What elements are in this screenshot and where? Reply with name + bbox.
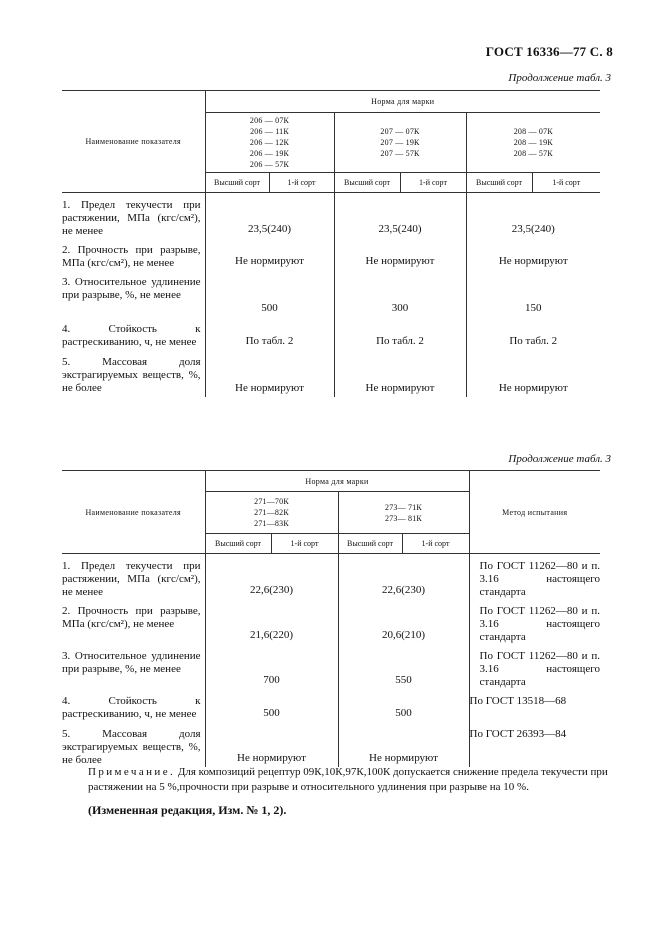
table1-sort-first-2: 1-й сорт bbox=[400, 173, 466, 193]
note-label: Примечание. bbox=[88, 766, 176, 778]
table2-row2-name: 2. Прочность при разрыве, МПа (кгс/см²), не менее bbox=[62, 599, 205, 644]
table1-caption: Продолжение табл. 3 bbox=[508, 72, 611, 84]
table2-row3-method: По ГОСТ 11262—80 и п. 3.16 настоящего стандарта bbox=[479, 650, 600, 688]
table1-row3-value-3: 150 bbox=[525, 302, 542, 314]
table2-row4-method: По ГОСТ 13518—68 bbox=[469, 695, 567, 707]
table2-caption: Продолжение табл. 3 bbox=[508, 453, 611, 465]
table2 bbox=[62, 470, 600, 767]
table2-row3-name: 3. Относительное удлинение при разрыве, %, не менее bbox=[62, 644, 205, 689]
table1-row4-name: 4. Стойкость к растрескиванию, ч, не менее bbox=[62, 317, 205, 350]
note-text: Для композиций рецептур 09К,10К,97К,100К допускается снижение предела текучести при растяжении на 5 %,прочности при разрыве и относительного удлинения при разрыве на 10 %. bbox=[88, 766, 608, 793]
table1-row3-value-2: 300 bbox=[334, 270, 466, 317]
table1-sort-top-1: Высший сорт bbox=[205, 173, 269, 193]
table1-row1-value-1: 23,5(240) bbox=[205, 193, 334, 239]
table2-row1-value-1: 22,6(230) bbox=[205, 554, 338, 600]
table2-row4-value-2: 500 bbox=[338, 689, 469, 722]
table1-grade-group-1: 206 — 07К 206 — 11К 206 — 12К 206 — 19К 206 — 57К bbox=[205, 113, 334, 173]
table2-grade-group-1: 271—70К 271—82К 271—83К bbox=[205, 492, 338, 534]
table2-sort-first-2: 1-й сорт bbox=[402, 534, 469, 554]
table-row bbox=[62, 317, 600, 350]
table1-row1-name: 1. Предел текучести при растяжении, МПа (кгс/см²), не менее bbox=[62, 193, 205, 239]
table1-row2-value-1: Не нормируют bbox=[205, 238, 334, 270]
table2-row5-value-1: Не нормируют bbox=[205, 722, 338, 767]
table2-row5-value-2: Не нормируют bbox=[338, 722, 469, 767]
table2-row4-value-1: 500 bbox=[205, 689, 338, 722]
table-row bbox=[62, 722, 600, 767]
table2-row1-name: 1. Предел текучести при растяжении, МПа (кгс/см²), не менее bbox=[62, 554, 205, 600]
table-row bbox=[62, 599, 600, 644]
table1-row4-value-3: По табл. 2 bbox=[509, 335, 558, 347]
table1-grade-group-2: 207 — 07К 207 — 19К 207 — 57К bbox=[334, 113, 466, 173]
table2-row1-method: По ГОСТ 11262—80 и п. 3.16 настоящего стандарта bbox=[479, 560, 600, 598]
changed-edition: (Измененная редакция, Изм. № 1, 2). bbox=[88, 803, 287, 817]
table1-row2-value-2: Не нормируют bbox=[334, 238, 466, 270]
page-header: ГОСТ 16336—77 С. 8 bbox=[485, 44, 613, 59]
table1-sort-first-1: 1-й сорт bbox=[269, 173, 334, 193]
table1-sort-top-3: Высший сорт bbox=[466, 173, 532, 193]
table2-name-header: Наименование показателя bbox=[62, 471, 205, 554]
table1-row1-value-2: 23,5(240) bbox=[334, 193, 466, 239]
table1-sort-top-2: Высший сорт bbox=[334, 173, 400, 193]
table-row bbox=[62, 554, 600, 600]
table1 bbox=[62, 90, 600, 397]
table1-row4-value-2: По табл. 2 bbox=[334, 317, 466, 350]
table1-name-header: Наименование показателя bbox=[62, 91, 205, 193]
table2-row1-value-2: 22,6(230) bbox=[338, 554, 469, 600]
table1-row2-name: 2. Прочность при разрыве, МПа (кгс/см²), не менее bbox=[62, 238, 205, 270]
table1-grade-group-3: 208 — 07К 208 — 19К 208 — 57К bbox=[466, 113, 600, 173]
table2-row2-value-2: 20,6(210) bbox=[338, 599, 469, 644]
table2-row4-name: 4. Стойкость к растрескиванию, ч, не менее bbox=[62, 689, 205, 722]
table-row bbox=[62, 350, 600, 397]
table1-row5-value-1: Не нормируют bbox=[205, 350, 334, 397]
table2-sort-top-1: Высший сорт bbox=[205, 534, 271, 554]
table1-norm-header: Норма для марки bbox=[205, 91, 600, 113]
table2-norm-header: Норма для марки bbox=[205, 471, 469, 492]
table1-sort-first-3: 1-й сорт bbox=[532, 173, 600, 193]
table1-row5-name: 5. Массовая доля экстрагируемых веществ, %, не более bbox=[62, 350, 205, 397]
note-paragraph bbox=[88, 765, 610, 795]
table2-row2-method: По ГОСТ 11262—80 и п. 3.16 настоящего стандарта bbox=[479, 605, 600, 643]
table1-row1-value-3: 23,5(240) bbox=[511, 223, 555, 235]
table1-row5-value-3: Не нормируют bbox=[498, 382, 568, 394]
table1-row5-value-2: Не нормируют bbox=[334, 350, 466, 397]
table2-row2-value-1: 21,6(220) bbox=[205, 599, 338, 644]
table-row bbox=[62, 270, 600, 317]
table2-row5-method: По ГОСТ 26393—84 bbox=[469, 728, 567, 740]
table2-row3-value-1: 700 bbox=[205, 644, 338, 689]
table-row bbox=[62, 193, 600, 239]
table1-row3-value-1: 500 bbox=[205, 270, 334, 317]
table1-row2-value-3: Не нормируют bbox=[498, 255, 568, 267]
table1-row3-name: 3. Относительное удлинение при разрыве, %, не менее bbox=[62, 270, 205, 317]
table1-row4-value-1: По табл. 2 bbox=[205, 317, 334, 350]
table-row bbox=[62, 238, 600, 270]
table-row bbox=[62, 689, 600, 722]
table2-sort-first-1: 1-й сорт bbox=[271, 534, 338, 554]
table2-sort-top-2: Высший сорт bbox=[338, 534, 402, 554]
table2-row3-value-2: 550 bbox=[338, 644, 469, 689]
table-row bbox=[62, 644, 600, 689]
table2-row5-name: 5. Массовая доля экстрагируемых веществ, %, не более bbox=[62, 722, 205, 767]
table2-grade-group-2: 273— 71К 273— 81К bbox=[338, 492, 469, 534]
table2-method-header: Метод испытания bbox=[469, 471, 600, 554]
